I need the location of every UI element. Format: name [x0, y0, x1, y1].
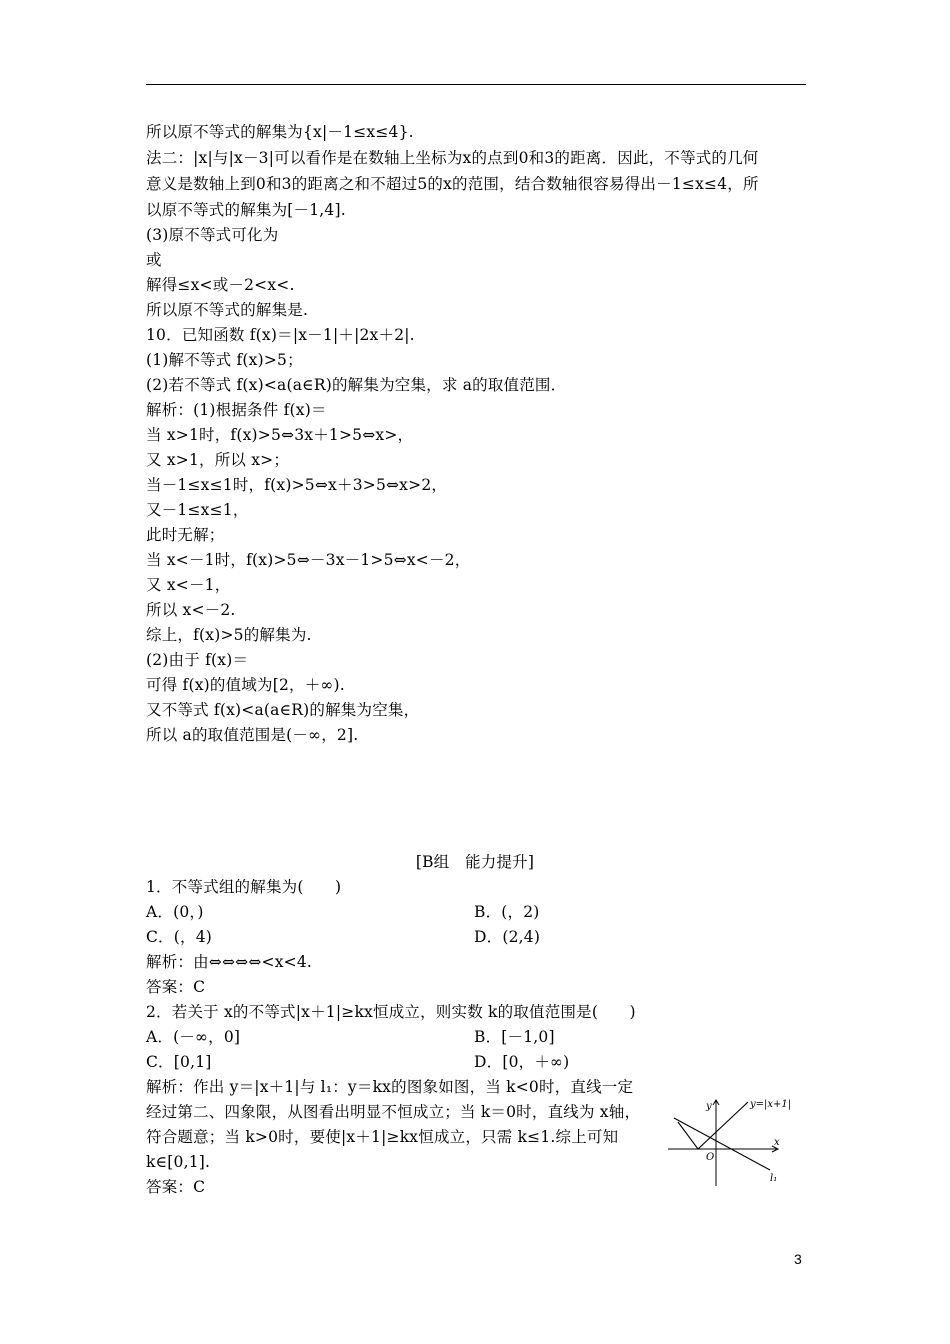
text-line: 法二：|x|与|x－3|可以看作是在数轴上坐标为x的点到0和3的距离．因此，不等式的几何: [146, 149, 759, 167]
text-line: 又 x<－1，: [146, 576, 231, 594]
text-line: 当 x<－1时，f(x)>5⇔－3x－1>5⇔x<－2，: [146, 551, 471, 569]
answer-text: 答案：C: [146, 978, 206, 996]
option-d: D．(2,4): [474, 928, 541, 946]
text-line: 所以 a的取值范围是(－∞，2].: [146, 726, 359, 744]
text-line: 又 x>1，所以 x>；: [146, 451, 290, 469]
option-b: B．(，2): [474, 903, 540, 921]
text-line: 所以 x<－2.: [146, 601, 236, 619]
text-line: 又不等式 f(x)<a(a∈R)的解集为空集，: [146, 701, 420, 719]
text-line: 所以原不等式的解集为{x|－1≤x≤4}.: [146, 123, 414, 141]
y-axis-label: y: [706, 1101, 712, 1112]
header-rule: [146, 84, 806, 85]
x-axis-label: x: [774, 1137, 780, 1148]
text-line: 当－1≤x≤1时，f(x)>5⇔x＋3>5⇔x>2，: [146, 476, 448, 494]
page-number: 3: [794, 1251, 802, 1267]
text-line: 当 x>1时，f(x)>5⇔3x＋1>5⇔x>，: [146, 426, 414, 444]
text-line: (2)若不等式 f(x)<a(a∈R)的解集为空集，求 a的取值范围．: [146, 376, 567, 394]
analysis-text: 经过第二、四象限，从图看出明显不恒成立；当 k＝0时，直线为 x轴，: [146, 1103, 641, 1121]
origin-label: O: [706, 1152, 715, 1163]
text-line: 以原不等式的解集为[－1,4].: [146, 201, 346, 219]
option-c: C．[0,1]: [146, 1053, 212, 1071]
answer-text: 答案：C: [146, 1178, 206, 1196]
text-line: 或: [146, 251, 162, 269]
line-label: l₁: [770, 1173, 778, 1184]
question-2-stem: 2．若关于 x的不等式|x＋1|≥kx恒成立，则实数 k的取值范围是( ): [146, 1003, 636, 1021]
question-1-stem: 1．不等式组的解集为( ): [146, 878, 342, 896]
text-line: 所以原不等式的解集是.: [146, 301, 309, 319]
text-line: 解得≤x<或－2<x<.: [146, 276, 295, 294]
option-a: A．(0，): [146, 903, 204, 921]
text-line: 意义是数轴上到0和3的距离之和不超过5的x的范围，结合数轴很容易得出－1≤x≤4，所: [146, 175, 759, 193]
text-line: (1)解不等式 f(x)>5；: [146, 351, 303, 369]
text-line: 综上，f(x)>5的解集为.: [146, 626, 312, 644]
text-line: 解析：(1)根据条件 f(x)＝: [146, 401, 327, 419]
option-a: A．(－∞，0]: [146, 1028, 241, 1046]
option-c: C．(，4): [146, 928, 213, 946]
analysis-text: 符合题意；当 k>0时，要使|x＋1|≥kx恒成立，只需 k≤1.综上可知: [146, 1128, 619, 1146]
abs-value-graph: [668, 1092, 814, 1188]
section-title: [B组 能力提升]: [415, 853, 535, 871]
analysis-text: 解析：作出 y＝|x＋1|与 l₁：y＝kx的图象如图，当 k<0时，直线一定: [146, 1078, 634, 1096]
text-line: (3)原不等式可化为: [146, 226, 279, 244]
text-line: 可得 f(x)的值域为[2，＋∞).: [146, 676, 345, 694]
option-b: B．[－1,0]: [474, 1028, 555, 1046]
analysis-text: 解析：由⇔⇔⇔⇔<x<4.: [146, 953, 313, 971]
problem-10-stem: 10．已知函数 f(x)＝|x－1|＋|2x＋2|.: [146, 326, 415, 344]
option-d: D．[0，＋∞): [474, 1053, 570, 1071]
analysis-text: k∈[0,1].: [146, 1153, 211, 1171]
text-line: 又－1≤x≤1，: [146, 501, 249, 519]
text-line: (2)由于 f(x)＝: [146, 651, 249, 669]
text-line: 此时无解；: [146, 526, 225, 544]
curve-label: y=|x+1|: [750, 1099, 792, 1110]
